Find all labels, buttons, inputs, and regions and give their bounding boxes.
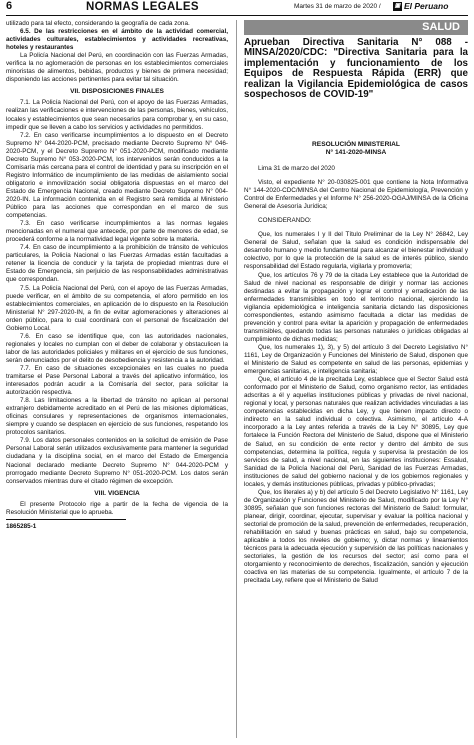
header-rule bbox=[6, 15, 468, 16]
paragraph: 7.9. Los datos personales contenidos en la solicitud de emisión de Pase Personal Laboral serán utilizados exclusivamente para mantener la seguridad ciudadana y la disciplina social, en el marco del Estado de Emergencia Nacional declarado mediante Decreto Supremo N° 044-2020-PCM y prorrogado mediante Decreto Supremo N° 051-2020-PCM. Los datos serán conservados mientras dure el citado régimen de excepción. bbox=[6, 437, 228, 485]
paragraph: 7.3. En caso verificarse incumplimientos a las normas legales mencionadas en el numeral que antecede, por parte de menores de edad, se procederá conforme a la normatividad legal vigente sobre la materia. bbox=[6, 220, 228, 244]
subsection-heading: 6.5. De las restricciones en el ámbito de la actividad comercial, actividades culturales, establecimientos y actividades recreativas, hoteles y restaurantes bbox=[6, 28, 228, 52]
paragraph: Que, los artículos 76 y 79 de la citada Ley establece que la Autoridad de Salud de nivel nacional es responsable de dirigir y normar las acciones destinadas a evitar la propagación y lograr el control y erradicación de las enfermedades transmisibles en todo el territorio nacional, ejerciendo la vigilancia epidemiológica e inteligencia sanitaria dictando las disposiciones correspondientes, estando asimismo facultada a dictar las medidas de prevención y control para evitar la aparición y propagación de enfermedades transmisibles, quedando todas las personas naturales o jurídicas obligadas al cumplimiento de dichas medidas; bbox=[244, 271, 468, 343]
paragraph: 7.5. La Policía Nacional del Perú, con el apoyo de las Fuerzas Armadas, puede verificar, en el ámbito de su competencia, el aforo permitido en los establecimientos comerciales, en aplicación de lo dispuesto en la Resolución Ministerial N° 297-2020-IN, a fin de evitar aglomeraciones y alteraciones al orden público, para lo cual coordinará con el personal de fiscalización del Gobierno Local. bbox=[6, 284, 228, 332]
resolution-number: N° 141-2020-MINSA bbox=[325, 149, 387, 156]
left-column bbox=[6, 20, 228, 531]
page-number: 6 bbox=[6, 0, 13, 12]
brand-logo bbox=[393, 1, 448, 11]
issue-date: Martes 31 de marzo de 2020 / bbox=[294, 3, 381, 10]
paragraph: Visto, el expediente N° 20-030825-001 que contiene la Nota Informativa N° 144-2020-CDC/MINSA del Centro Nacional de Epidemiología, Prevención y Control de Enfermedades y el Informe N° 256-2020-OGAJ/MINSA de la Oficina General de Asesoría Jurídica; bbox=[244, 179, 468, 211]
paragraph: Que, los literales a) y b) del artículo 5 del Decreto Legislativo N° 1161, Ley de Organización y Funciones del Ministerio de Salud, modificado por la Ley N° 30895, señalan que son funciones rectoras del Ministerio de Salud: formular, planear, dirigir, coordinar, ejecutar, supervisar y evaluar la política nacional y sectorial de promoción de la salud, prevención de enfermedades, recuperación, rehabilitación en salud y buenas prácticas en salud, bajo su competencia, aplicable a todos los niveles de gobierno; y, dictar normas y lineamientos técnicos para la adecuada ejecución y supervisión de las políticas nacionales y sectoriales, la gestión de los recursos del sector; así como para el otorgamiento y reconocimiento de derechos, fiscalización, sanción y ejecución coactiva en las materias de su competencia. Igualmente, el artículo 7 de la precitada Ley, refiere que el Ministerio de Salud bbox=[244, 488, 468, 585]
brand-name: El Peruano bbox=[404, 1, 449, 11]
date-line: Lima 31 de marzo del 2020 bbox=[258, 165, 335, 172]
paragraph: 7.8. Las limitaciones a la libertad de tránsito no aplican al personal extranjero debidamente acreditado en el Perú de las misiones diplomáticas, oficinas consulares y representaciones de organismos internacionales, siempre y cuando se desplacen en ejercicio de sus funciones, respetando los protocolos sanitarios. bbox=[6, 397, 228, 437]
paragraph: Que, los numerales I y II del Título Preliminar de la Ley N° 26842, Ley General de Salud, señalan que la salud es condición indispensable del desarrollo humano y medio fundamental para alcanzar el bienestar individual y colectivo, por lo que la protección de la salud es de interés público, siendo responsabilidad del Estado regularla, vigilarla y promoverla; bbox=[244, 231, 468, 271]
paragraph: 7.4. En caso de incumplimiento a la prohibición de tránsito de vehículos particulares, la Policía Nacional o las Fuerzas Armadas están facultadas a retener la licencia de conducir y la tarjeta de propiedad mientras dure el Estado de Emergencia, sin perjuicio de las responsabilidades administrativas que correspondan. bbox=[6, 244, 228, 284]
resolution-heading bbox=[244, 141, 468, 157]
section-heading: VII. DISPOSICIONES FINALES bbox=[70, 88, 164, 96]
section-band-label: SALUD bbox=[422, 21, 460, 33]
divider bbox=[6, 519, 126, 520]
paragraph: 7.2. En caso verificarse incumplimientos a lo dispuesto en el Decreto Supremo N° 044-2020-PCM, precisado mediante Decreto Supremo N° 046-2020-PCM, y el Decreto Supremo N° 051-2020-PCM, modificado mediante Decreto Supremo N° 053-2020-PCM, los intervenidos serán conducidos a la Comisaría más cercana para el control de identidad y para su inscripción en el Registro Informático de incumplimiento de las medidas de aislamiento social obligatorio e inmovilización social obligatoria dispuestas en el marco del Estado de Emergencia Nacional, creado mediante Decreto Supremo N° 004-2020-IN. La información contenida en el Registro será remitida al Ministerio Público para las acciones que correspondan en el marco de sus competencias. bbox=[6, 131, 228, 220]
paragraph: El presente Protocolo rige a partir de la fecha de vigencia de la Resolución Ministerial que lo aprueba. bbox=[6, 500, 228, 516]
section-heading: VIII. VIGENCIA bbox=[94, 489, 140, 497]
paragraph: La Policía Nacional del Perú, en coordinación con las Fuerzas Armadas, verifica la no aglomeración de personas en los establecimientos comerciales minoristas de alimentos, bebidas, productos y bienes de primera necesidad; disponiendo las acciones pertinentes para evitar tal situación. bbox=[6, 52, 228, 84]
article-title: Aprueban Directiva Sanitaria N° 088 -MINSA/2020/CDC: "Directiva Sanitaria para la implementación y funcionamiento de los Equipos de Respuesta Rápida (ERR) que realizan la Vigilancia Epidemiológica de casos sospechosos de COVID-19" bbox=[244, 37, 468, 101]
page-header bbox=[0, 0, 474, 16]
document-code: 1865285-1 bbox=[6, 522, 37, 530]
section-band bbox=[244, 20, 468, 35]
paragraph: Que, los numerales 1), 3), y 5) del artículo 3 del Decreto Legislativo N° 1161, Ley de Organización y Funciones del Ministerio de Salud, disponen que el Ministerio de Salud es competente en salud de las personas, epidemias y emergencias sanitarias, e inteligencia sanitaria; bbox=[244, 343, 468, 376]
considerando-heading: CONSIDERANDO: bbox=[258, 217, 312, 225]
paragraph: 7.7. En caso de situaciones excepcionales en las cuales no pueda tramitarse el Pase Personal Laboral a través del aplicativo informático, los interesados podrán acudir a la Comisaría del sector, para solicitar la autorización respectiva. bbox=[6, 364, 228, 397]
right-column bbox=[244, 165, 468, 585]
column-divider bbox=[236, 20, 237, 738]
paragraph: Que, el artículo 4 de la precitada Ley, establece que el Sector Salud está conformado por el Ministerio de Salud, como organismo rector, las entidades adscritas a él y aquellas instituciones públicas y privadas de nivel nacional, regional y local, y personas naturales que realizan actividades vinculadas a las competencias establecidas en dicha Ley, y que tienen impacto directo o indirecto en la salud individual o colectiva. Asimismo, el artículo 4-A incorporado a la Ley antes referida a través de la Ley N° 30895, Ley que fortalece la Función Rectora del Ministerio de Salud, dispone que el Ministerio de Salud, en su condición de ente rector y dentro del ámbito de sus competencias, determina la política, regula y supervisa la prestación de los servicios de salud, a nivel nacional, en las siguientes instituciones: Essalud, Sanidad de la Policía Nacional del Perú, Sanidad de las Fuerzas Armadas, instituciones de salud del gobierno nacional y de los gobiernos regionales y locales, y demás instituciones públicas, privadas y público-privadas; bbox=[244, 376, 468, 488]
resolution-type: RESOLUCIÓN MINISTERIAL bbox=[312, 141, 400, 148]
section-title: NORMAS LEGALES bbox=[86, 1, 199, 13]
paragraph: utilizado para tal efecto, considerando la geografía de cada zona. bbox=[6, 20, 190, 27]
paragraph: 7.1. La Policía Nacional del Perú, con el apoyo de las Fuerzas Armadas, realizan las verificaciones e intervenciones de las personas, bienes, vehículos, locales y establecimientos que sean necesarios para comprobar y, en su caso, impedir que se lleven a cabo los servicios y actividades no permitidos. bbox=[6, 99, 228, 131]
brand-icon: ▣ bbox=[394, 3, 401, 10]
paragraph: 7.6. En caso se identifique que, con las autoridades nacionales, regionales y locales no cumplan con el deber de colaborar y obstaculicen la labor de las autoridades policiales y militares en el ejercicio de sus funciones, serán denunciados por el delito de desobediencia y resistencia a la autoridad. bbox=[6, 332, 228, 364]
